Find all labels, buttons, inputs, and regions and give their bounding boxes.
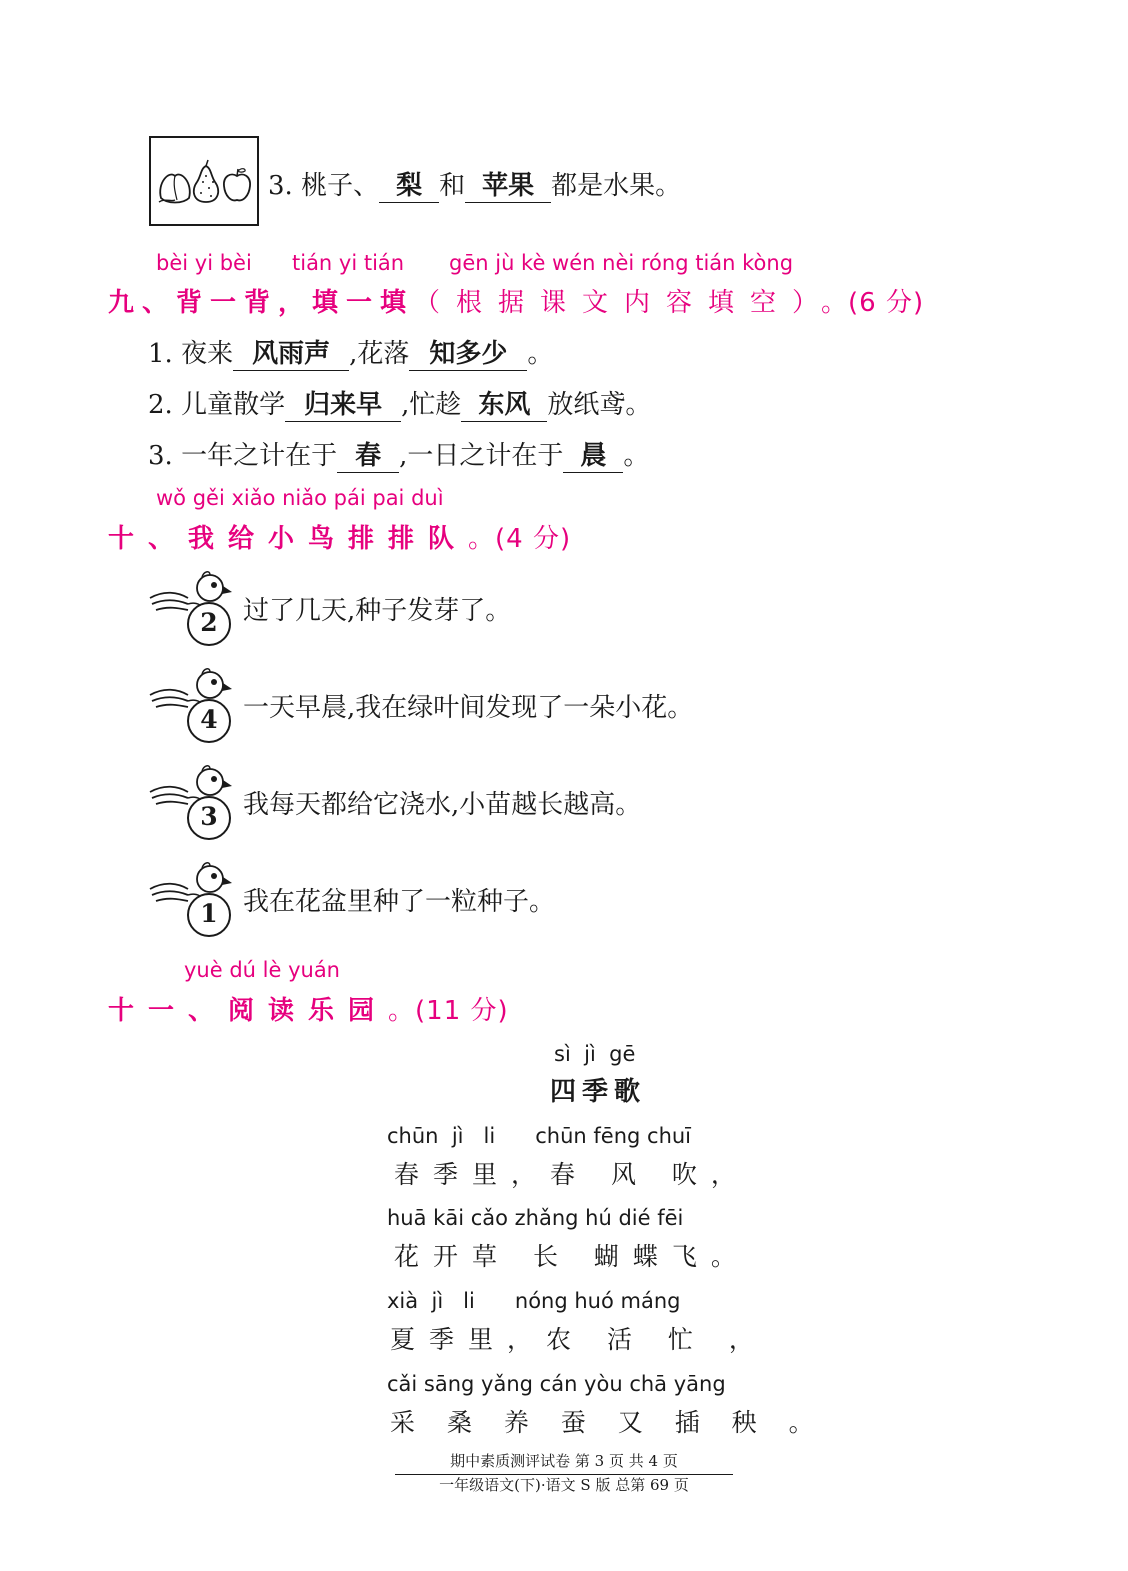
bird-order-text: 一天早晨,我在绿叶间发现了一朵小花。: [243, 693, 694, 723]
section9-item-1-blank1: 风雨声: [233, 333, 349, 371]
poem-line-4: 采 桑 养 蚕 又 插 秧 。: [390, 1408, 826, 1437]
poem-line-2: 花开草 长 蝴蝶飞。: [394, 1242, 750, 1271]
section10-score: 。(4 分): [468, 524, 572, 554]
poem-title: 四季歌: [550, 1077, 647, 1107]
bird-order-number: 1: [200, 899, 218, 928]
poem-line-2-pinyin: huā kāi cǎo zhǎng hú dié fēi: [387, 1206, 684, 1230]
section9-item-1-blank2: 知多少: [409, 333, 527, 371]
section11-heading: [108, 990, 509, 1027]
section9-item-2-suffix: 放纸鸢。: [547, 390, 652, 420]
section9-pinyin-2: tián yi tián: [292, 251, 405, 275]
section9-item-1: [148, 333, 553, 371]
section9-item-1-mid: ,花落: [349, 339, 410, 369]
poem-line-3: 夏季里，农 活 忙 ，: [390, 1325, 768, 1354]
section9-item-2-mid: ,忙趁: [401, 390, 462, 420]
section9-heading: [108, 282, 924, 319]
section11-pinyin: yuè dú lè yuán: [184, 958, 340, 982]
section10-heading: [108, 518, 571, 555]
bird-order-number: 3: [200, 802, 218, 831]
poem-line-1-pinyin: chūn jì li chūn fēng chuī: [387, 1124, 692, 1148]
bird-order-text: 我在花盆里种了一粒种子。: [243, 887, 556, 917]
section11-title: 十一、阅读乐园: [108, 996, 389, 1026]
q8-item3-blank1: 梨: [379, 165, 439, 203]
poem-title-pinyin: sì jì gē: [554, 1042, 636, 1066]
q8-item3-line: [268, 165, 681, 203]
section9-item-2-blank1: 归来早: [285, 384, 401, 422]
section9-item-3-prefix: 3. 一年之计在于: [148, 441, 338, 471]
q8-item3-blank2: 苹果: [465, 165, 551, 203]
section9-item-2-prefix: 2. 儿童散学: [148, 390, 286, 420]
section9-item-2: [148, 384, 651, 422]
section9-item-2-blank2: 东风: [461, 384, 547, 422]
section9-item-3-blank2: 晨: [563, 435, 623, 473]
section10-pinyin: wǒ gěi xiǎo niǎo pái pai duì: [156, 486, 444, 510]
bird-order-number: 2: [200, 608, 218, 637]
q8-item3-suffix: 都是水果。: [551, 171, 682, 201]
fruit-peach-pear-apple-icon: [151, 138, 257, 224]
section9-item-3-suffix: 。: [623, 441, 650, 471]
section9-title: 九、背一背，填一填: [108, 288, 415, 318]
section9-item-3: [148, 435, 649, 473]
section9-pinyin-3: gēn jù kè wén nèi róng tián kòng: [449, 251, 794, 275]
q8-item3-prefix: 3. 桃子、: [268, 171, 380, 201]
poem-line-3-pinyin: xià jì li nóng huó máng: [387, 1289, 681, 1313]
poem-line-1: 春季里，春 风 吹，: [394, 1160, 750, 1189]
section9-instruction: （根据课文内容填空）: [414, 288, 822, 318]
footer-line-2: 一年级语文(下)·语文 S 版 总第 69 页: [439, 1476, 689, 1494]
footer-line-1: 期中素质测评试卷 第 3 页 共 4 页: [395, 1450, 733, 1475]
bird-order-text: 过了几天,种子发芽了。: [243, 596, 512, 626]
bird-order-text: 我每天都给它浇水,小苗越长越高。: [243, 790, 642, 820]
section9-item-1-prefix: 1. 夜来: [148, 339, 234, 369]
section9-score: 。(6 分): [821, 288, 925, 318]
poem-line-4-pinyin: cǎi sāng yǎng cán yòu chā yāng: [387, 1372, 726, 1396]
q8-item3-mid: 和: [439, 171, 466, 201]
section10-title: 十、我给小鸟排排队: [108, 524, 469, 554]
section11-score: 。(11 分): [388, 996, 509, 1026]
section9-item-1-suffix: 。: [527, 339, 554, 369]
fruit-picture-box: [149, 136, 259, 226]
section9-pinyin-1: bèi yi bèi: [156, 251, 252, 275]
section9-item-3-mid: ,一日之计在于: [399, 441, 564, 471]
bird-order-number: 4: [200, 705, 218, 734]
section9-item-3-blank1: 春: [337, 435, 399, 473]
